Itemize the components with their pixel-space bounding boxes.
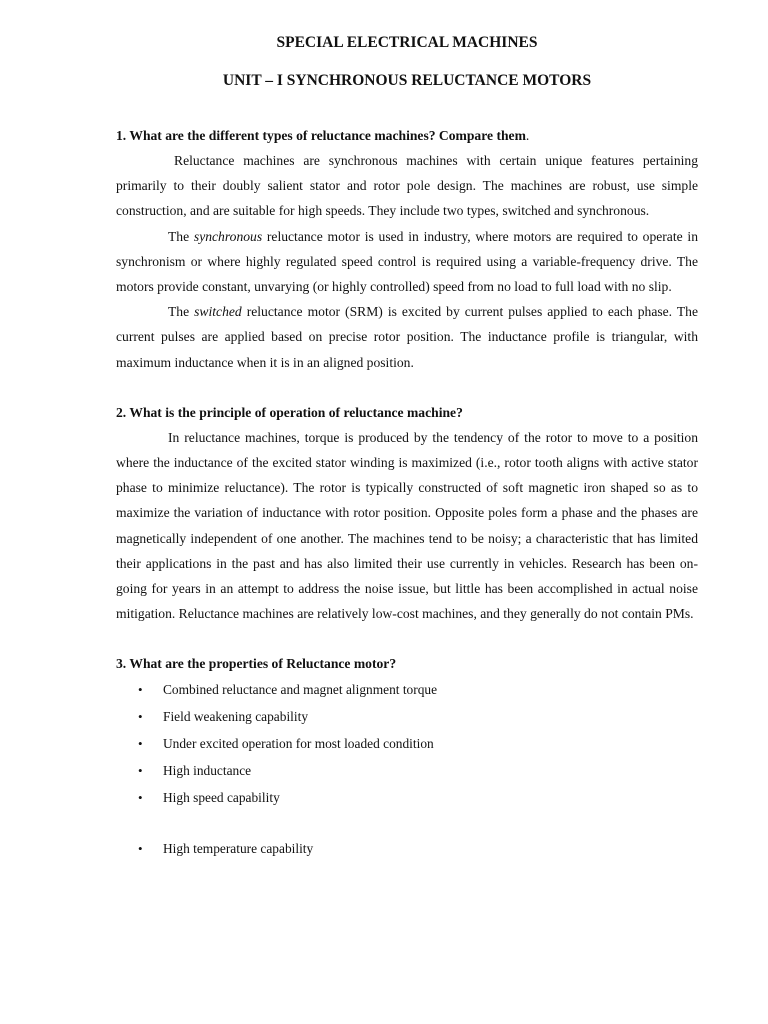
bullet-icon: • [138, 762, 143, 778]
list-item-text: High inductance [163, 762, 252, 778]
list-item [116, 785, 698, 812]
answer-1-paragraph-3-emphasis: switched [194, 304, 242, 320]
list-item-text: Under excited operation for most loaded condition [163, 736, 434, 752]
list-item-text: Field weakening capability [163, 709, 309, 725]
answer-2-paragraph-1: In reluctance machines, torque is produced by the tendency of the rotor to move to a position where the inductance of the excited stator winding is maximized (i.e., rotor tooth aligns with active stator phase to minimize reluctance). The rotor is typically constructed of soft magnetic iron shaped so as to maximize the variation of inductance with rotor position. Opposite poles form a phase and the phases are magnetically independent of one another. The machines tend to be noisy; a characteristic that has limited their applications in the past and has also limited their use currently in vehicles. Research has been on-going for years in an attempt to address the noise issue, but little has been accomplished in actual noise mitigation. Reluctance machines are relatively low-cost machines, and they generally do not contain PMs. [116, 429, 698, 622]
answer-1-paragraph-2-lead: The [168, 228, 194, 244]
list-item [116, 836, 698, 863]
properties-list [116, 677, 698, 863]
list-item [116, 731, 698, 758]
answer-1-paragraph-2 [116, 224, 698, 300]
question-1-text: 1. What are the different types of reluctance machines? Compare them [116, 128, 526, 143]
answer-1-paragraph-3-lead: The [168, 304, 195, 320]
question-2-heading: 2. What is the principle of operation of reluctance machine? [116, 404, 463, 420]
bullet-icon: • [138, 709, 143, 725]
list-item-text: High speed capability [163, 789, 280, 805]
answer-1-paragraph-3-body: reluctance motor (SRM) is excited by current pulses applied to each phase. The current pulses are applied based on precise rotor position. The inductance profile is triangular, with maximum inductance when it is in an aligned position. [116, 304, 698, 370]
document-title: SPECIAL ELECTRICAL MACHINES [276, 34, 538, 51]
list-item [116, 704, 698, 731]
bullet-icon: • [138, 841, 143, 857]
bullet-icon: • [138, 682, 143, 698]
answer-1-paragraph-3 [116, 299, 698, 375]
answer-1-paragraph-1: Reluctance machines are synchronous machines with certain unique features pertaining primarily to their doubly salient stator and rotor pole design. The machines are robust, use simple construction, and are suitable for high speeds. They include two types, switched and synchronous. [116, 153, 698, 219]
list-item-text: Combined reluctance and magnet alignment torque [163, 682, 438, 698]
answer-1-paragraph-2-emphasis: synchronous [193, 228, 263, 244]
answer-1-paragraph-2-body: reluctance motor is used in industry, where motors are required to operate in synchronism or where highly regulated speed control is required using a variable-frequency drive. The motors provide constant, unvarying (or highly controlled) speed from no load to full load with no slip. [116, 228, 698, 295]
list-item-text: High temperature capability [163, 841, 314, 857]
bullet-icon: • [138, 789, 143, 805]
question-3-heading: 3. What are the properties of Reluctance motor? [116, 656, 397, 672]
question-1-heading [116, 123, 698, 148]
list-item [116, 758, 698, 785]
unit-heading: UNIT – I SYNCHRONOUS RELUCTANCE MOTORS [222, 72, 592, 89]
bullet-icon: • [138, 736, 143, 752]
question-1-period: . [525, 128, 530, 143]
list-item [116, 677, 698, 704]
